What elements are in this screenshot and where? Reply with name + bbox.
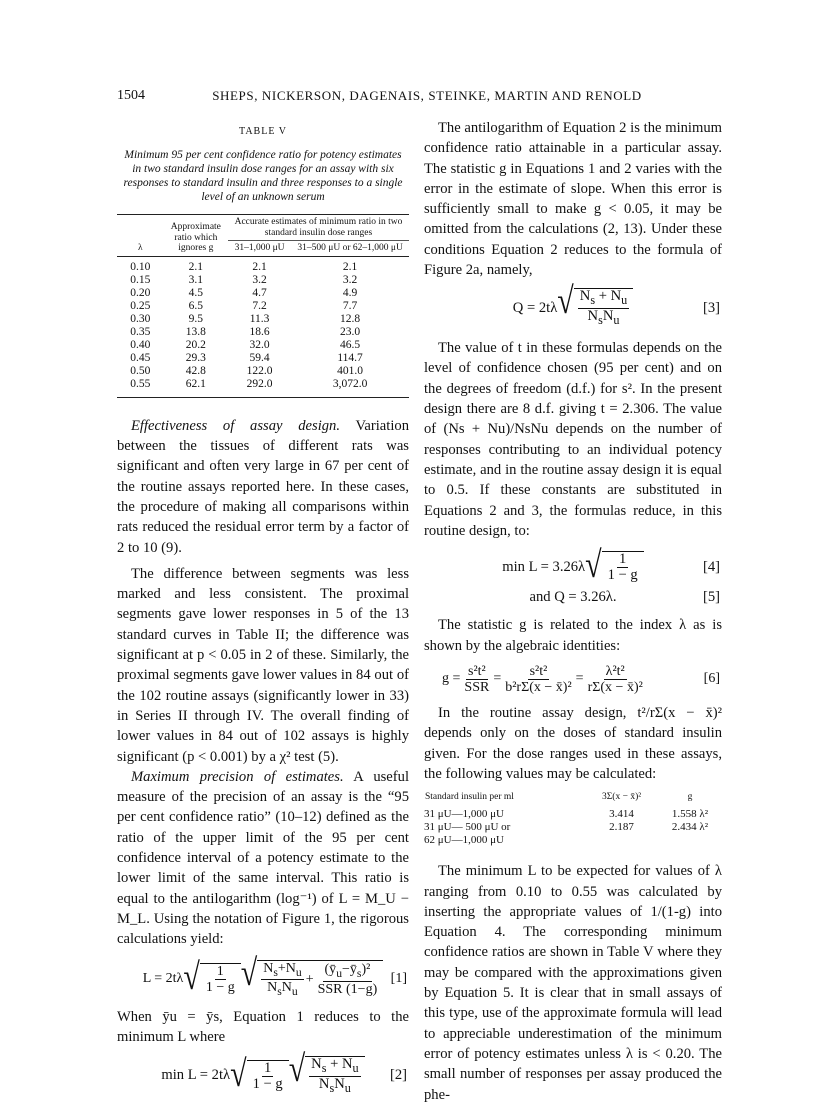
table-row [424,808,722,821]
equation-1: L = 2tλ √ $\frac{1}{1 - g}$ √ $\frac{N_s+N_u}{N_sN_u}$ + $\frac{(ȳ_u-ȳ_s)^2}{\text{SSR (1−g)}}$ [1] [142,952,407,999]
table-cell: 292.0 [246,377,273,390]
table-cell: 0.15 [130,273,151,286]
table-cell: 11.3 [249,312,270,325]
table-cell: 12.8 [340,312,361,325]
table-cell: 7.7 [342,299,358,312]
equation-5-text: and Q = 3.26λ. [529,589,617,606]
table-cell: 4.5 [188,286,204,299]
running-head: SHEPS, NICKERSON, DAGENAIS, STEINKE, MARTIN AND RENOLD [212,88,642,103]
paragraph-precision [117,767,409,950]
left-column [117,118,409,1096]
table-cell: 0.10 [130,260,151,273]
equation-4: min L = 3.26λ √ $\frac{1}{1 - g}$ [4] [502,544,720,586]
table-cell: 4.9 [342,286,358,299]
cell: 31 μU— 500 μU or [424,821,511,834]
table-cell: 62.1 [185,377,206,390]
table-row [117,300,409,313]
paragraph-antilog: The antilogarithm of Equation 2 is the minimum confidence ratio attainable in a particular assay. The statistic g in Equations 1 and 2 varies with the error in the estimate of slope. When this error is sufficiently small to make g < 0.05, it may be omitted from the calculations (2, 13). Under these conditions Equation 2 reduces to the formula of Figure 2a, namely, [424,120,722,279]
table-cell: 0.25 [130,299,151,312]
col-g: g [687,792,693,803]
table-cell: 23.0 [340,325,361,338]
table-cell: 0.35 [130,325,151,338]
cell: 1.558 λ² [671,808,709,821]
table-cell: 13.8 [185,325,206,338]
paragraph-text: Variation between the tissues of different rats was significant and often very large in 67 per cent of the routine assays reported here. In these cases, the procedure of making all comparisons within rats reduced the residual error term by a factor of 2 to 10 (9). [117,417,409,556]
table-v-body [117,256,409,391]
table-v [117,214,409,398]
cell: 3.414 [609,808,634,821]
table-row [117,287,409,300]
cell: 2.434 λ² [671,821,709,834]
table-cell: 42.8 [185,364,206,377]
table-cell: 20.2 [185,338,206,351]
equation-2-number: [2] [389,1067,407,1084]
table-row [117,274,409,287]
table-row [117,339,409,352]
cell [658,834,722,847]
table-cell: 4.7 [252,286,267,299]
table-cell: 7.2 [252,299,267,312]
table-cell: 0.55 [130,377,151,390]
table-cell: 2.1 [188,260,204,273]
table-cell: 2.1 [342,260,358,273]
paragraph-effectiveness [117,416,409,558]
paragraph-routine-design: In the routine assay design, t²/rΣ(x − x̄)² depends only on the doses of standard insulin given. For the dose ranges used in these assays, the following values may be calculated: [424,705,722,782]
col-sum-squares: 3Σ(x − x̄)² [602,792,642,803]
table-cell: 0.50 [130,364,151,377]
run-in-head-effectiveness: Effectiveness of assay design. [131,417,340,434]
equation-6: g = $\frac{\text{s²t²}}{\text{SSR}}$ = $\frac{\text{s²t²}}{\text{b²rΣ(x − x̄)²}}$ = $\frac{\text{λ²t²}}{\text{rΣ(x − x̄)²}}$ [6] [442,664,720,696]
paragraph-minimum-l: The minimum L to be expected for values of λ ranging from 0.10 to 0.55 was calculated by inserting the appropriate values of 1/(1-g) into Equation 4. The corresponding minimum confidence ratios are shown in Table V where they may be compared with the approximations given by Equation 5. It is clear that in small assays of this type, use of the approximate formula will lead to appreciable underestimation of the minimum error of potency estimates unless λ is < 0.20. The small number of responses per assay produced the phe- [424,863,722,1103]
col-range-2: 31–500 μU or 62–1,000 μU [297,243,403,254]
table-cell: 401.0 [337,364,364,377]
run-in-head-precision: Maximum precision of estimates. [131,768,344,785]
table-row [424,821,722,834]
table-cell: 0.20 [130,286,151,299]
dose-range-table [424,790,722,847]
paragraph-when: When ȳu = ȳs, Equation 1 reduces to the minimum L where [117,1009,409,1046]
col-standard-insulin: Standard insulin per ml [425,792,514,803]
table-row [117,365,409,378]
paragraph-text: A useful measure of the precision of an assay is the “95 per cent confidence ratio” (10–12) defined as the ratio of the upper limit of the 95 per cent confidence interval of a potency estimate to the lower limit of the same interval. This ratio is equal to the antilogarithm (log⁻¹) of L = M_U − M_L. Using the notation of Figure 1, the rigorous calculations yield: [117,768,409,948]
table-cell: 2.1 [252,260,267,273]
table-row [117,326,409,339]
col-accurate-group: Accurate estimates of minimum ratio in two standard insulin dose ranges [228,215,409,241]
table-cell: 0.40 [130,338,151,351]
page-header [117,88,737,108]
table-cell: 122.0 [246,364,273,377]
paragraph-t-value: The value of t in these formulas depends on the level of confidence chosen (95 per cent) and on the degrees of freedom (d.f.) for s². In the present design there are 8 d.f. giving t = 2.306. The value of (Ns + Nu)/NsNu depends on the number of responses contributing to an individual potency estimate, and in the routine assay design it is equal to 0.5. If these constants are substituted in Equations 2 and 3, the formulas reduce, in this routine design, to: [424,340,722,539]
equation-2: min L = 2tλ √ $\frac{1}{1 - g}$ √ $\frac{N_s + N_u}{N_sN_u}$ [2] [161,1048,407,1095]
col-range-1: 31–1,000 μU [234,243,285,254]
table-row [424,834,722,847]
cell: 31 μU—1,000 μU [424,808,504,821]
table-caption: Minimum 95 per cent confidence ratio for potency estimates in two standard insulin dose ranges for an assay with six responses to standard insulin and three responses to a single level of an unknown serum [123,149,403,204]
table-row [117,256,409,274]
table-cell: 46.5 [340,338,361,351]
table-cell: 29.3 [185,351,206,364]
col-lambda: λ [138,243,143,254]
equation-6-number: [6] [703,671,720,687]
equation-4-number: [4] [702,559,720,575]
equation-3-number: [3] [702,300,720,317]
table-cell: 114.7 [337,351,363,364]
table-cell: 0.30 [130,312,151,325]
table-cell: 3.2 [342,273,358,286]
right-column [424,118,722,1105]
table-row [117,352,409,365]
equation-1-number: [1] [390,971,407,987]
table-cell: 59.4 [249,351,270,364]
table-cell: 18.6 [249,325,270,338]
table-title: TABLE V [239,126,287,137]
table-row [117,313,409,326]
table-cell: 3.2 [252,273,267,286]
page-number: 1504 [117,88,145,103]
equation-3: Q = 2tλ √ $\frac{N_s + N_u}{N_sN_u}$ [3] [512,280,720,328]
table-row [117,378,409,391]
equation-5-number: [5] [702,589,720,606]
cell: 2.187 [609,821,634,834]
cell: 62 μU—1,000 μU [424,834,504,847]
table-cell: 3.1 [188,273,204,286]
equation-5 [424,587,722,607]
paragraph-segments: The difference between segments was less marked and less consistent. The proximal segments gave lower responses in 5 of the 13 standard curves in Table II; the difference was significant at p < 0.05 in 2 of these. Similarly, the proximal segments gave lower values in 84 out of the 102 routine assays (significantly lower in 33) in Series II through IV. The overall finding of lower values in 84 out of 102 assays is highly significant (p < 0.001) by a χ² test (5). [117,565,409,765]
table-cell: 3,072.0 [332,377,368,390]
cell [585,834,658,847]
col-approx: Approximate ratio which ignores g [170,222,221,254]
table-cell: 32.0 [249,338,270,351]
table-cell: 0.45 [130,351,151,364]
table-cell: 9.5 [188,312,204,325]
table-cell: 6.5 [188,299,204,312]
paragraph-statistic-g: The statistic g is related to the index λ as is shown by the algebraic identities: [424,617,722,654]
